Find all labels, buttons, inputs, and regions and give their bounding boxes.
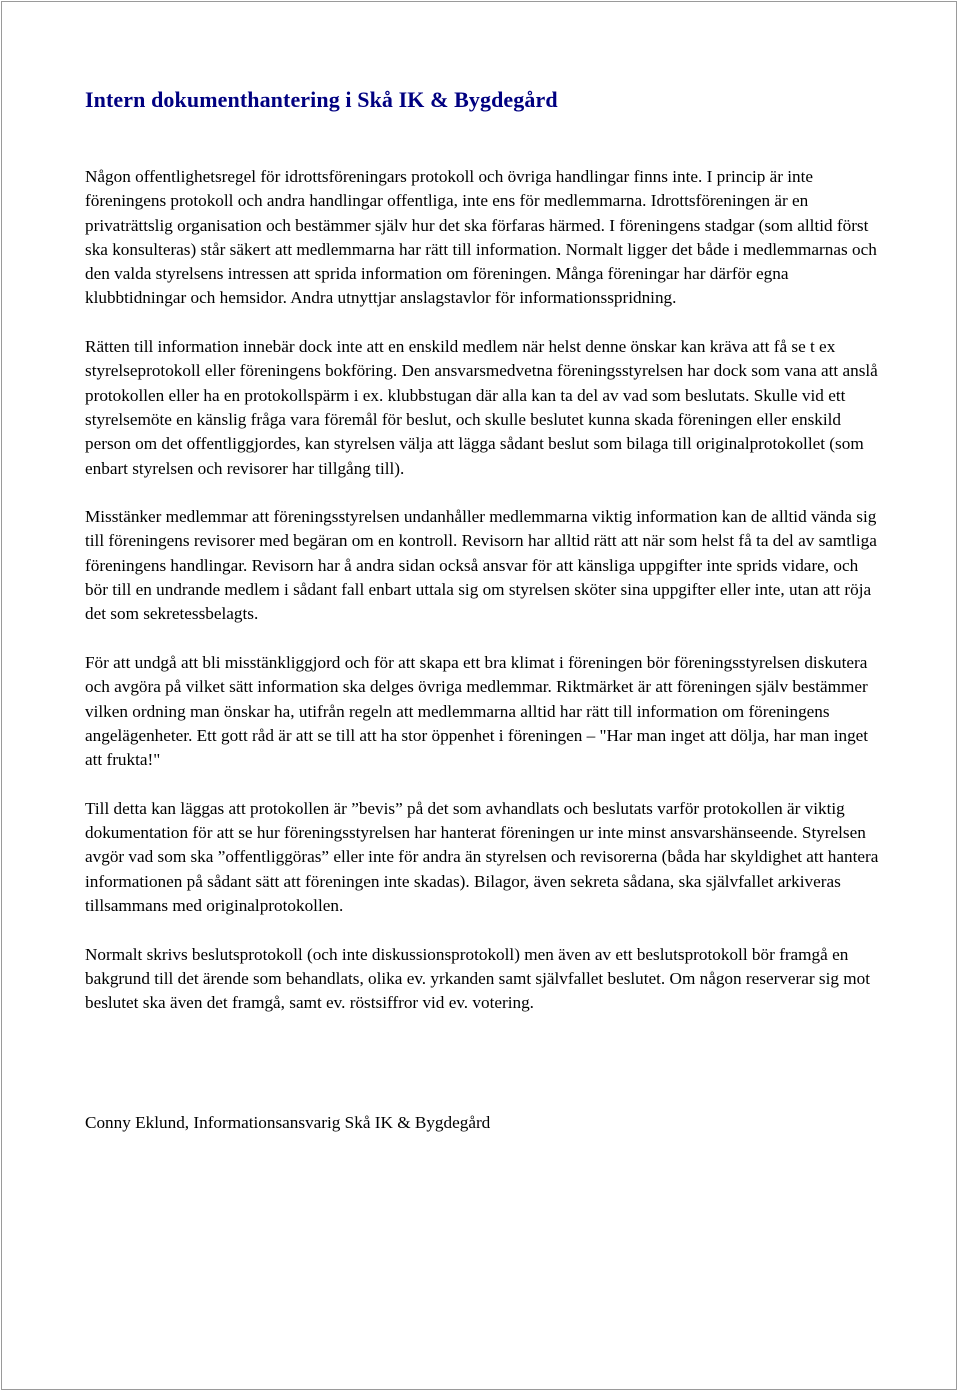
signature: Conny Eklund, Informationsansvarig Skå IK & Bygdegård (85, 1113, 491, 1133)
document-content (85, 85, 885, 1135)
document-page (1, 1, 957, 1390)
paragraph-4: För att undgå att bli misstänkliggjord och för att skapa ett bra klimat i föreningen bör föreningsstyrelsen diskutera och avgöra på vilket sätt information ska delges övriga medlemmar. Riktmärket är att föreningen själv bestämmer vilken ordning man önskar ha, utifrån regeln att medlemmarna alltid har rätt till information om föreningens angelägenheter. Ett gott råd är att se till att ha stor öppenhet i föreningen – "Har man inget att dölja, har man inget att frukta!" (85, 652, 869, 770)
paragraph-2: Rätten till information innebär dock inte att en enskild medlem när helst denne önskar kan kräva att få se t ex styrelseprotokoll eller föreningens bokföring. Den ansvarsmedvetna föreningsstyrelsen har dock som vana att anslå protokollen eller ha en protokollspärm i ex. klubbstugan där alla kan ta del av vad som beslutats. Skulle vid ett styrelsemöte en känslig fråga vara föremål för beslut, och skulle beslutet kunna skada föreningen eller enskild person om det offentliggjordes, kan styrelsen välja att lägga sådant beslut som bilaga till originalprotokollet (som enbart styrelsen och revisorer har tillgång till). (85, 337, 878, 478)
paragraph-5: Till detta kan läggas att protokollen är ”bevis” på det som avhandlats och beslutats varför protokollen är viktig dokumentation för att se hur föreningsstyrelsen har hanterat föreningen ur inte minst ansvarshänseende. Styrelsen avgör vad som ska ”offentliggöras” eller inte för andra än styrelsen och revisorerna (båda har skyldighet att hantera informationen på sådant sätt att föreningen inte skadas). Bilagor, även sekreta sådana, ska självfallet arkiveras tillsammans med originalprotokollen. (85, 798, 879, 915)
paragraph-1: Någon offentlighetsregel för idrottsföreningars protokoll och övriga handlingar finns inte. I princip är inte föreningens protokoll och andra handlingar offentliga, inte ens för medlemmarna. Idrottsföreningen är en privaträttslig organisation och bestämmer själv hur det ska förfaras härmed. I föreningens stadgar (som alltid först ska konsulteras) står säkert att medlemmarna har rätt till information. Normalt ligger det både i medlemmarnas och den valda styrelsens intressen att sprida information om föreningen. Många föreningar har därför egna klubbtidningar och hemsidor. Andra utnyttjar anslagstavlor för informationsspridning. (85, 167, 877, 308)
paragraph-6: Normalt skrivs beslutsprotokoll (och inte diskussionsprotokoll) men även av ett beslutsprotokoll bör framgå en bakgrund till det ärende som behandlats, olika ev. yrkanden samt självfallet beslutet. Om någon reserverar sig mot beslutet ska även det framgå, samt ev. röstsiffror vid ev. votering. (85, 944, 870, 1013)
document-title: Intern dokumenthantering i Skå IK & Bygdegård (85, 87, 558, 112)
paragraph-3: Misstänker medlemmar att föreningsstyrelsen undanhåller medlemmarna viktig information kan de alltid vända sig till föreningens revisorer med begäran om en kontroll. Revisorn har alltid rätt att när som helst få ta del av samtliga föreningens handlingar. Revisorn har å andra sidan också ansvar för att känsliga uppgifter inte sprids vidare, och bör till en undrande medlem i sådant fall enbart uttala sig om styrelsen sköter sina uppgifter eller inte, utan att röja det som sekretessbelagts. (85, 507, 877, 624)
